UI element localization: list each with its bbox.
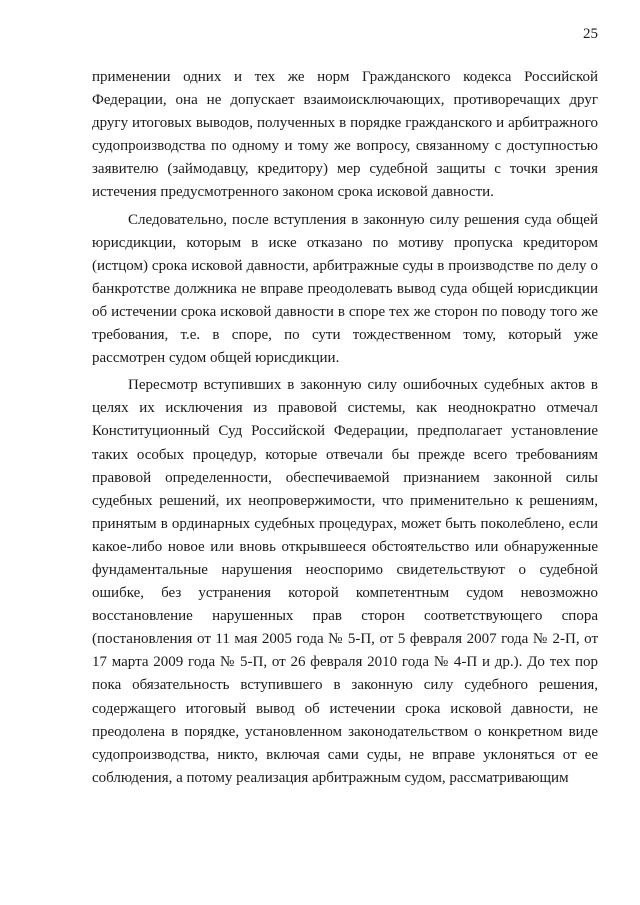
document-body xyxy=(92,66,598,794)
paragraph-continuation: применении одних и тех же норм Гражданского кодекса Российской Федерации, она не допускает взаимоисключающих, противоречащих друг другу итоговых выводов, полученных в порядке гражданского и арбитражного судопроизводства по одному и тому же вопросу, связанному с доступностью заявителю (займодавцу, кредитору) мер судебной защиты с точки зрения истечения предусмотренного законом срока исковой давности. xyxy=(92,69,598,201)
paragraph-review: Пересмотр вступивших в законную силу ошибочных судебных актов в целях их исключения из правовой системы, как неоднократно отмечал Конституционный Суд Российской Федерации, предполагает установление таких особых процедур, которые отвечали бы прежде всего требованиям правовой определенности, обеспечиваемой признанием законной силы судебных решений, их неопровержимости, что применительно к решениям, принятым в ординарных судебных процедурах, может быть поколеблено, если какое-либо новое или вновь открывшееся обстоятельство или обнаруженные фундаментальные нарушения неоспоримо свидетельствуют о судебной ошибке, без устранения которой компетентным судом невозможно восстановление нарушенных прав сторон соответствующего спора (постановления от 11 мая 2005 года № 5-П, от 5 февраля 2007 года № 2-П, от 17 марта 2009 года № 5-П, от 26 февраля 2010 года № 4-П и др.). До тех пор пока обязательность вступившего в законную силу судебного решения, содержащего итоговый вывод об истечении срока исковой давности, не преодолена в порядке, установленном законодательством о конкретном виде судопроизводства, никто, включая сами суды, не вправе уклоняться от ее соблюдения, а потому реализация арбитражным судом, рассматривающим xyxy=(92,377,598,786)
page-number: 25 xyxy=(583,26,598,42)
paragraph-consequently: Следовательно, после вступления в законную силу решения суда общей юрисдикции, которым в иске отказано по мотиву пропуска кредитором (истцом) срока исковой давности, арбитражные суды в производстве по делу о банкротстве должника не вправе преодолевать вывод суда общей юрисдикции об истечении срока исковой давности в споре тех же сторон по поводу того же требования, т.е. в споре, по сути тождественном тому, который уже рассмотрен судом общей юрисдикции. xyxy=(92,211,598,367)
